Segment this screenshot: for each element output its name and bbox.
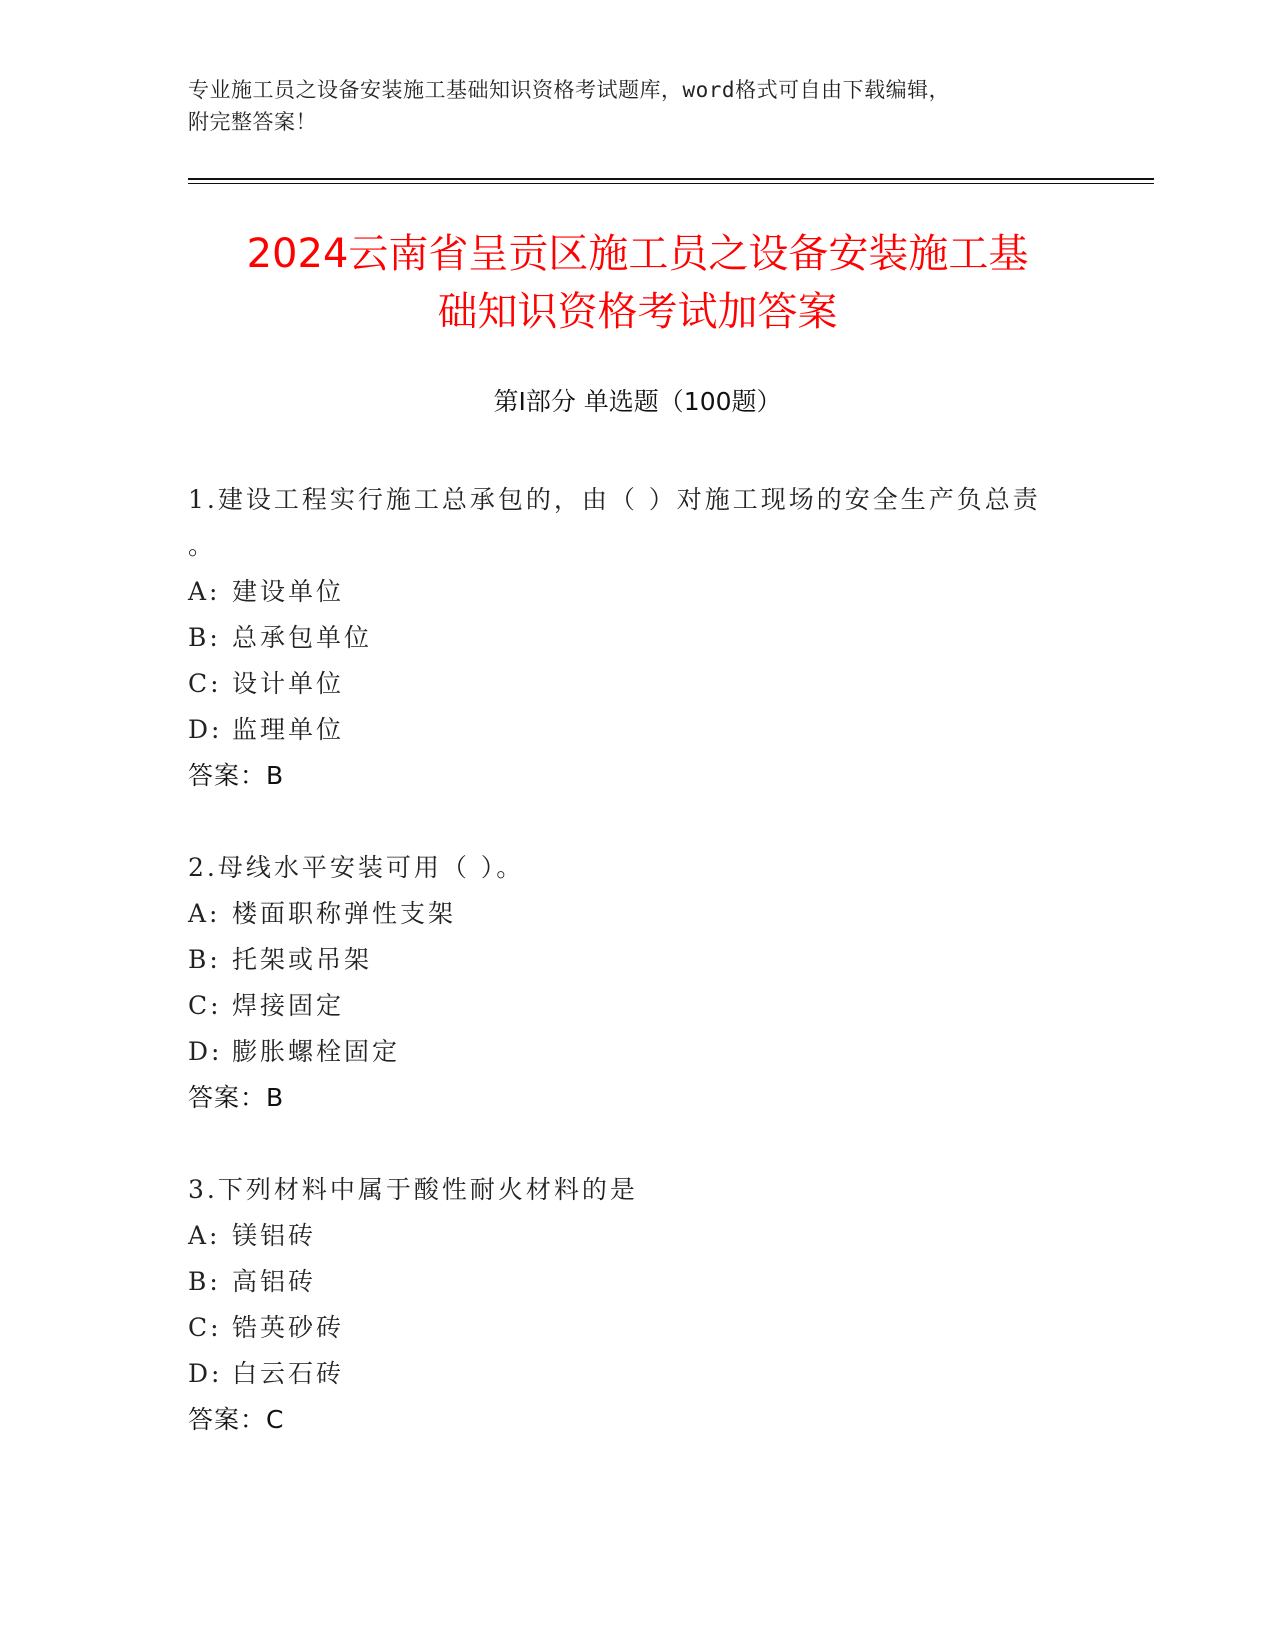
header-divider-thick — [188, 178, 1154, 180]
question-1 — [188, 477, 1088, 799]
option-c — [188, 661, 1088, 707]
option-key: B: — [188, 945, 221, 974]
document-title — [150, 225, 1125, 341]
option-key: D: — [188, 715, 223, 744]
option-key: B: — [188, 623, 221, 652]
document-title-line-2: 础知识资格考试加答案 — [437, 289, 838, 335]
option-b — [188, 1259, 1088, 1305]
header-note — [188, 74, 1068, 138]
option-key: C: — [188, 991, 222, 1020]
option-key: A: — [188, 899, 221, 928]
option-a — [188, 891, 1088, 937]
question-stem: 2.母线水平安装可用（ ）。 — [188, 853, 525, 882]
option-d — [188, 1351, 1088, 1397]
question-stem-continuation: 。 — [188, 531, 217, 560]
option-c — [188, 1305, 1088, 1351]
question-list — [188, 477, 1088, 1489]
option-text: 建设单位 — [232, 577, 345, 606]
option-text: 高铝砖 — [232, 1267, 317, 1296]
option-text: 监理单位 — [232, 715, 345, 744]
option-a — [188, 569, 1088, 615]
question-stem: 3.下列材料中属于酸性耐火材料的是 — [188, 1175, 638, 1204]
option-d — [188, 707, 1088, 753]
header-note-line-2: 附完整答案！ — [188, 110, 317, 134]
option-key: C: — [188, 669, 222, 698]
section-title: 第Ⅰ部分 单选题（100题） — [493, 387, 782, 416]
header-divider-thin — [188, 183, 1154, 184]
document-title-line-1: 2024云南省呈贡区施工员之设备安装施工基 — [246, 231, 1029, 277]
option-b — [188, 937, 1088, 983]
option-b — [188, 615, 1088, 661]
option-d — [188, 1029, 1088, 1075]
option-text: 托架或吊架 — [232, 945, 373, 974]
option-key: D: — [188, 1359, 223, 1388]
question-2 — [188, 845, 1088, 1121]
question-3 — [188, 1167, 1088, 1443]
option-text: 镁铝砖 — [232, 1221, 317, 1250]
option-text: 锆英砂砖 — [232, 1313, 345, 1342]
option-c — [188, 983, 1088, 1029]
option-key: B: — [188, 1267, 221, 1296]
answer-line: 答案：B — [188, 1083, 285, 1112]
option-key: D: — [188, 1037, 223, 1066]
option-text: 设计单位 — [232, 669, 345, 698]
question-stem: 1.建设工程实行施工总承包的，由（ ）对施工现场的安全生产负总责 — [188, 485, 1041, 514]
option-text: 白云石砖 — [232, 1359, 345, 1388]
header-note-line-1: 专业施工员之设备安装施工基础知识资格考试题库，word格式可自由下载编辑， — [188, 78, 951, 102]
answer-line: 答案：C — [188, 1405, 285, 1434]
option-key: C: — [188, 1313, 222, 1342]
option-key: A: — [188, 1221, 221, 1250]
answer-line: 答案：B — [188, 761, 285, 790]
option-a — [188, 1213, 1088, 1259]
option-text: 焊接固定 — [232, 991, 345, 1020]
option-text: 总承包单位 — [232, 623, 373, 652]
option-key: A: — [188, 577, 221, 606]
option-text: 膨胀螺栓固定 — [232, 1037, 401, 1066]
option-text: 楼面职称弹性支架 — [232, 899, 457, 928]
